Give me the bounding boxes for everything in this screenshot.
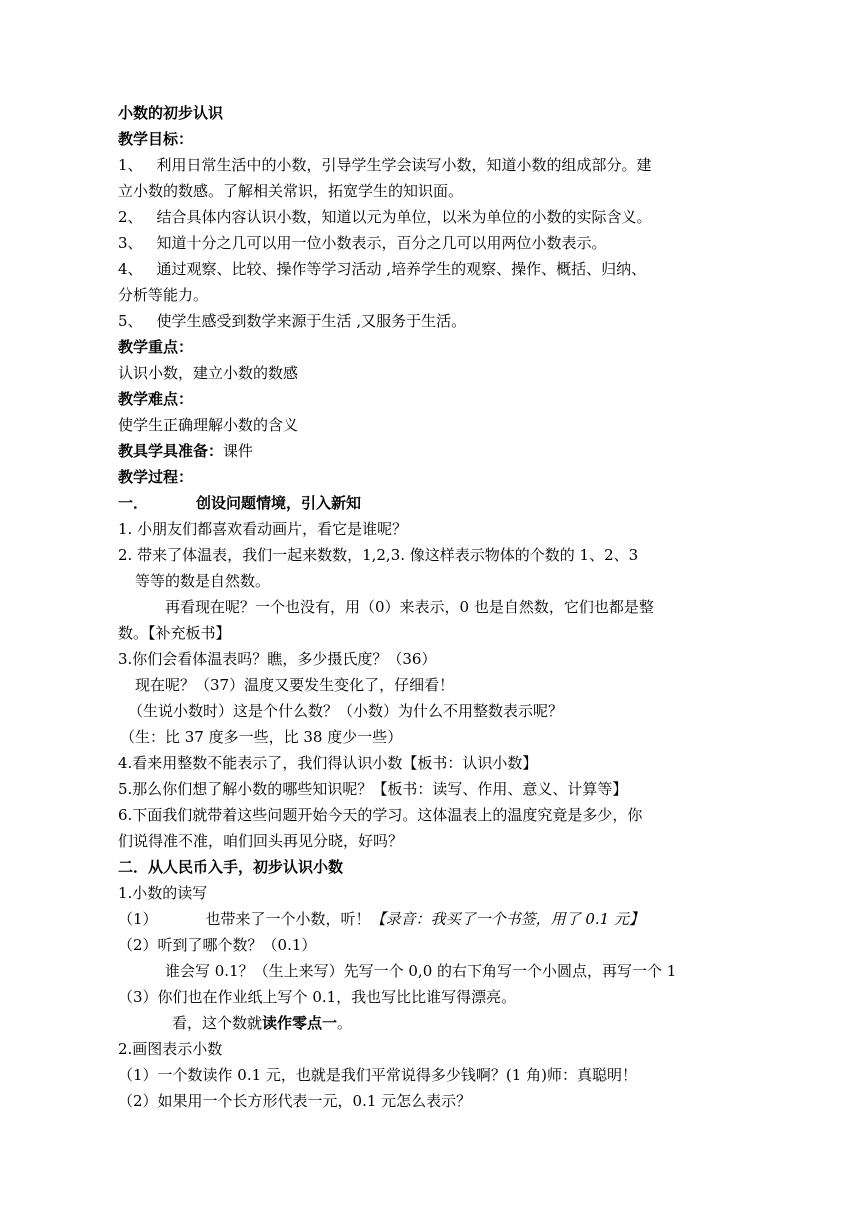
s1-item: 1. 小朋友们都喜欢看动画片，看它是谁呢？ xyxy=(118,520,408,538)
objective-2: 2、 结合具体内容认识小数，知道以元为单位，以米为单位的小数的实际含义。 xyxy=(118,208,652,226)
s1-item: （生：比 37 度多一些，比 38 度少一些） xyxy=(120,728,403,746)
key-points-heading: 教学重点： xyxy=(118,338,194,356)
prep-text: 课件 xyxy=(223,442,254,460)
s2-item: （1） 也带来了一个小数，听！【录音：我买了一个书签，用了 0.1 元】 xyxy=(118,910,644,928)
process-heading: 教学过程： xyxy=(118,468,194,486)
prep-line xyxy=(118,438,738,464)
objective-4-cont: 分析等能力。 xyxy=(118,286,209,304)
section2-heading: 二．从人民币入手，初步认识小数 xyxy=(118,858,344,876)
doc-title: 小数的初步认识 xyxy=(118,104,224,122)
objective-3: 3、 知道十分之几可以用一位小数表示，百分之几可以用两位小数表示。 xyxy=(118,234,607,252)
s1-item: 等等的数是自然数。 xyxy=(135,572,271,590)
s1-item: 数。【补充板书】 xyxy=(118,624,231,642)
s1-item: 4.看来用整数不能表示了，我们得认识小数【板书：认识小数】 xyxy=(118,754,538,772)
objective-1: 1、 利用日常生活中的小数，引导学生学会读写小数，知道小数的组成部分。建 xyxy=(118,156,652,174)
s1-item: 6.下面我们就带着这些问题开始今天的学习。这体温表上的温度究竟是多少，你 xyxy=(118,806,643,824)
s2-item: （2）听到了哪个数？（0.1） xyxy=(118,936,317,954)
difficulty-text: 使学生正确理解小数的含义 xyxy=(118,416,299,434)
s1-item: 现在呢？（37）温度又要发生变化了，仔细看！ xyxy=(135,676,455,694)
s2-item: （2）如果用一个长方形代表一元，0.1 元怎么表示？ xyxy=(118,1092,472,1110)
s1-item: 3.你们会看体温表吗？瞧，多少摄氏度？（36） xyxy=(118,650,437,668)
s2-item: （1）一个数读作 0.1 元，也就是我们平常说得多少钱啊？(1 角)师：真聪明！ xyxy=(118,1066,637,1084)
difficulty-heading: 教学难点： xyxy=(118,390,194,408)
objective-4: 4、 通过观察、比较、操作等学习活动 ,培养学生的观察、操作、概括、归纳、 xyxy=(118,260,647,278)
s2-subheading: 1.小数的读写 xyxy=(118,884,208,902)
s1-item: 再看现在呢？一个也没有，用（0）来表示，0 也是自然数，它们也都是整 xyxy=(165,598,654,616)
section1-heading: 一． 创设问题情境，引入新知 xyxy=(118,494,362,512)
key-points-text: 认识小数，建立小数的数感 xyxy=(118,364,299,382)
document-page xyxy=(118,100,738,1114)
s2-item: （3）你们也在作业纸上写个 0.1，我也写比比谁写得漂亮。 xyxy=(118,988,517,1006)
prep-label: 教具学具准备： xyxy=(118,442,224,460)
s1-item: 们说得准不准，咱们回头再见分晓，好吗？ xyxy=(118,832,404,850)
s2-subheading: 2.画图表示小数 xyxy=(118,1040,223,1058)
objectives-heading: 教学目标： xyxy=(118,130,194,148)
s1-item: 5.那么你们想了解小数的哪些知识呢？【板书：读写、作用、意义、计算等】 xyxy=(118,780,628,798)
audio-quote: 【录音：我买了一个书签，用了 0.1 元】 xyxy=(370,910,644,928)
s1-item: （生说小数时）这是个什么数？（小数）为什么不用整数表示呢？ xyxy=(128,702,564,720)
objective-5: 5、 使学生感受到数学来源于生活 ,又服务于生活。 xyxy=(118,312,467,330)
objective-1-cont: 立小数的数感。了解相关常识，拓宽学生的知识面。 xyxy=(118,182,464,200)
s2-item: 看，这个数就读作零点一。 xyxy=(172,1014,353,1032)
s2-item: 谁会写 0.1？（生上来写）先写一个 0,0 的右下角写一个小圆点，再写一个 1 xyxy=(165,962,677,980)
s1-item: 2. 带来了体温表，我们一起来数数，1,2,3. 像这样表示物体的个数的 1、2、3 xyxy=(118,546,639,564)
